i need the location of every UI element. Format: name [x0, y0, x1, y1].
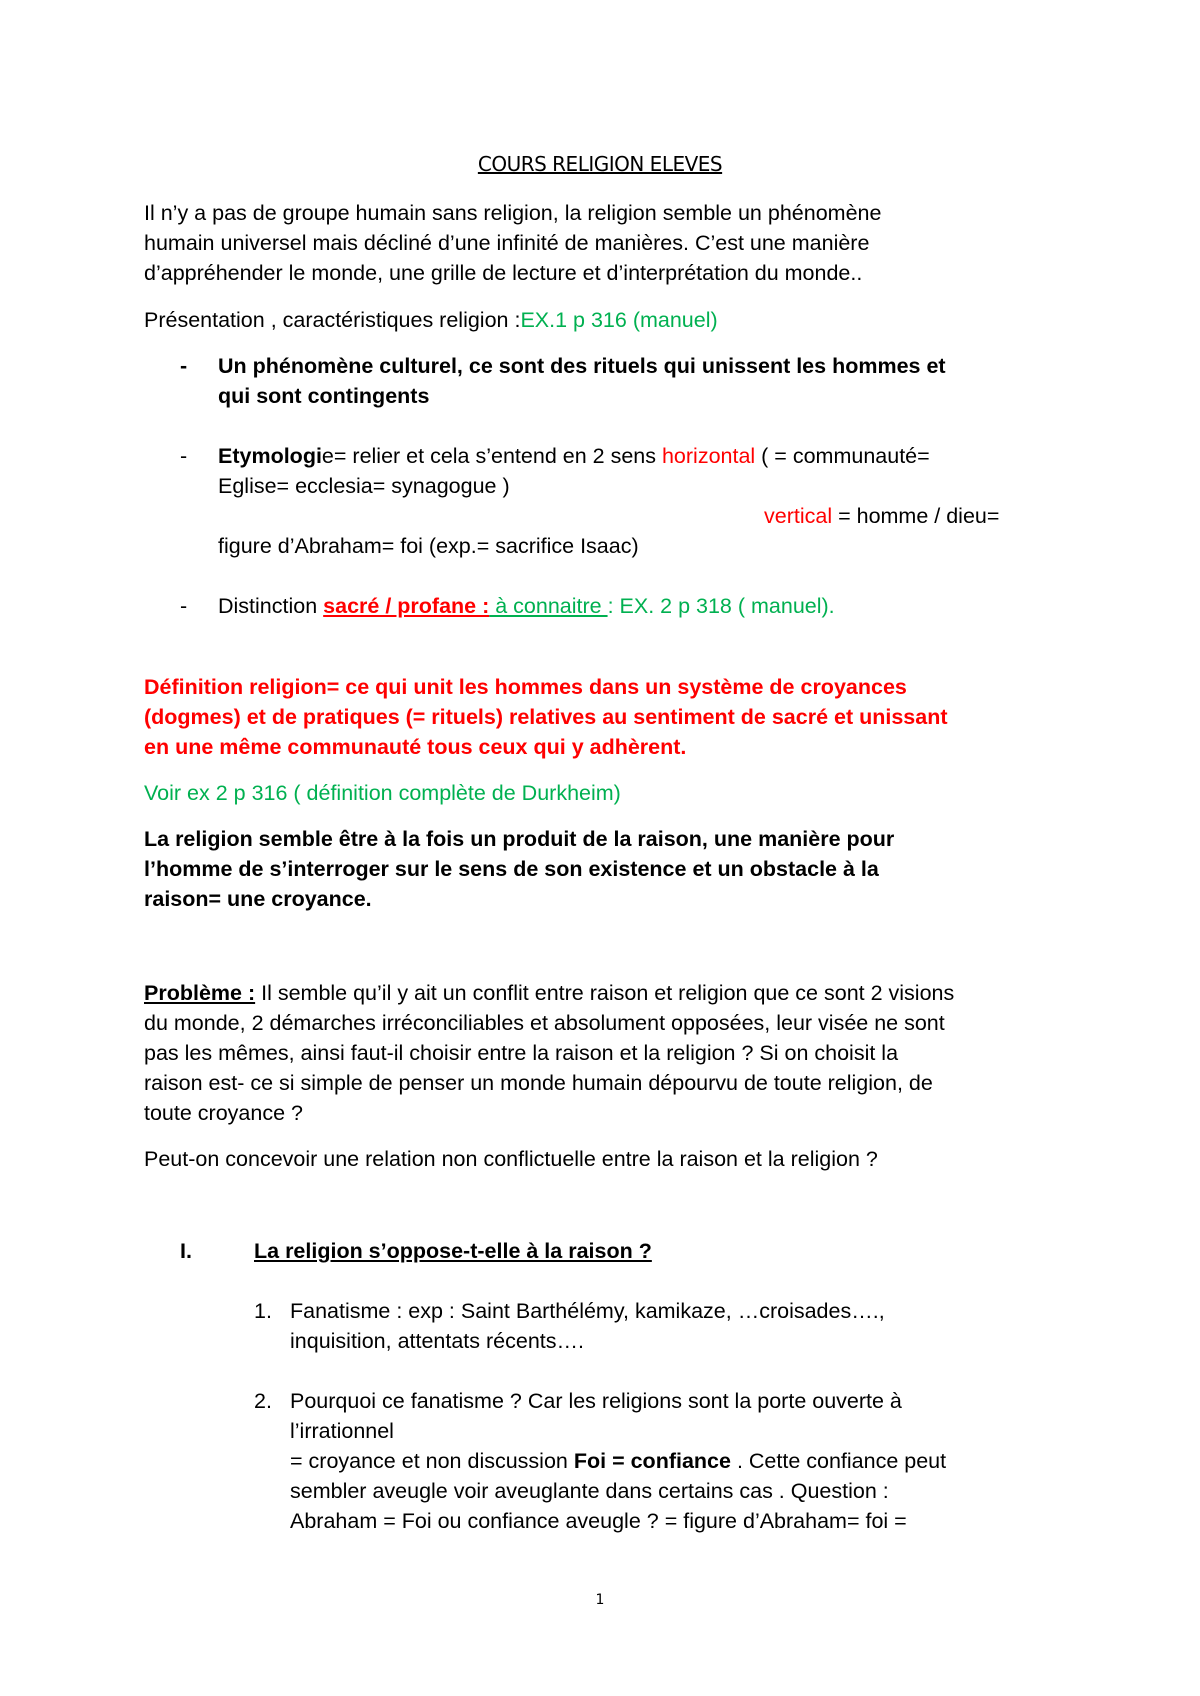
bullet-dash: - — [180, 444, 188, 468]
probleme-label: Problème : — [144, 981, 256, 1005]
section-number: I. — [180, 1239, 192, 1263]
definition-line: en une même communauté tous ceux qui y adhèrent. — [144, 735, 687, 759]
question-line: Peut-on concevoir une relation non conflictuelle entre la raison et la religion ? — [144, 1147, 878, 1171]
probleme-line: raison est- ce si simple de penser un monde humain dépourvu de toute religion, de — [144, 1071, 933, 1095]
item2-line: sembler aveugle voir aveuglante dans certains cas . Question : — [290, 1479, 889, 1503]
list-number: 2. — [254, 1389, 272, 1413]
item2-line — [290, 1446, 946, 1476]
item2-line: Pourquoi ce fanatisme ? Car les religions sont la porte ouverte à — [290, 1389, 902, 1413]
item2-text: = croyance et non discussion — [290, 1449, 574, 1473]
presentation-text: Présentation , caractéristiques religion : — [144, 308, 521, 332]
etymologie-text-end: ( = communauté= — [755, 444, 930, 468]
distinction-ref: : EX. 2 p 318 ( manuel). — [607, 594, 835, 618]
bullet1-line: qui sont contingents — [218, 384, 430, 408]
probleme-text: Il semble qu’il y ait un conflit entre raison et religion que ce sont 2 visions — [255, 981, 955, 1005]
item1-line: Fanatisme : exp : Saint Barthélémy, kamikaze, …croisades…., — [290, 1299, 885, 1323]
item1-line: inquisition, attentats récents…. — [290, 1329, 584, 1353]
etymologie-text: e= relier et cela s’entend en 2 sens — [321, 444, 662, 468]
voir-line: Voir ex 2 p 316 ( définition complète de Durkheim) — [144, 781, 621, 805]
religion-semble-line: raison= une croyance. — [144, 887, 372, 911]
definition-line: Définition religion= ce qui unit les hommes dans un système de croyances — [144, 675, 907, 699]
list-number: 1. — [254, 1299, 272, 1323]
item2-text-end: . Cette confiance peut — [730, 1449, 947, 1473]
item2-line: l’irrationnel — [290, 1419, 394, 1443]
bullet-dash: - — [180, 354, 188, 378]
vertical-word: vertical — [764, 504, 833, 528]
section-title: La religion s’oppose-t-elle à la raison ? — [254, 1239, 652, 1263]
a-connaitre: à connaitre — [489, 594, 608, 618]
etymologie-line — [218, 441, 930, 471]
foi-confiance: Foi = confiance — [573, 1449, 731, 1473]
etymologie-bold: Etymologi — [218, 444, 322, 468]
bullet1-line: Un phénomène culturel, ce sont des rituels qui unissent les hommes et — [218, 354, 946, 378]
intro-line: Il n’y a pas de groupe humain sans religion, la religion semble un phénomène — [144, 201, 882, 225]
presentation-line — [144, 305, 718, 335]
distinction-lead: Distinction — [218, 594, 324, 618]
probleme-line: toute croyance ? — [144, 1101, 303, 1125]
vertical-line — [764, 501, 999, 531]
intro-line: d’appréhender le monde, une grille de lecture et d’interprétation du monde.. — [144, 261, 863, 285]
religion-semble-line: La religion semble être à la fois un produit de la raison, une manière pour — [144, 827, 895, 851]
vertical-text: = homme / dieu= — [832, 504, 1000, 528]
item2-line: Abraham = Foi ou confiance aveugle ? = figure d’Abraham= foi = — [290, 1509, 907, 1533]
horizontal-word: horizontal — [661, 444, 756, 468]
document-title: COURS RELIGION ELEVES — [477, 152, 723, 176]
intro-line: humain universel mais décliné d’une infinité de manières. C’est une manière — [144, 231, 870, 255]
presentation-ref: EX.1 p 316 (manuel) — [520, 308, 718, 332]
distinction-line — [218, 591, 835, 621]
probleme-line — [144, 978, 954, 1008]
bullet-dash: - — [180, 594, 188, 618]
sacre-profane: sacré / profane : — [323, 594, 490, 618]
definition-line: (dogmes) et de pratiques (= rituels) relatives au sentiment de sacré et unissant — [144, 705, 948, 729]
page-number: 1 — [595, 1592, 605, 1608]
religion-semble-line: l’homme de s’interroger sur le sens de son existence et un obstacle à la — [144, 857, 879, 881]
etymologie-line: Eglise= ecclesia= synagogue ) — [218, 474, 510, 498]
probleme-line: pas les mêmes, ainsi faut-il choisir entre la raison et la religion ? Si on choisit la — [144, 1041, 899, 1065]
probleme-line: du monde, 2 démarches irréconciliables et absolument opposées, leur visée ne sont — [144, 1011, 945, 1035]
etymologie-line: figure d’Abraham= foi (exp.= sacrifice Isaac) — [218, 534, 639, 558]
